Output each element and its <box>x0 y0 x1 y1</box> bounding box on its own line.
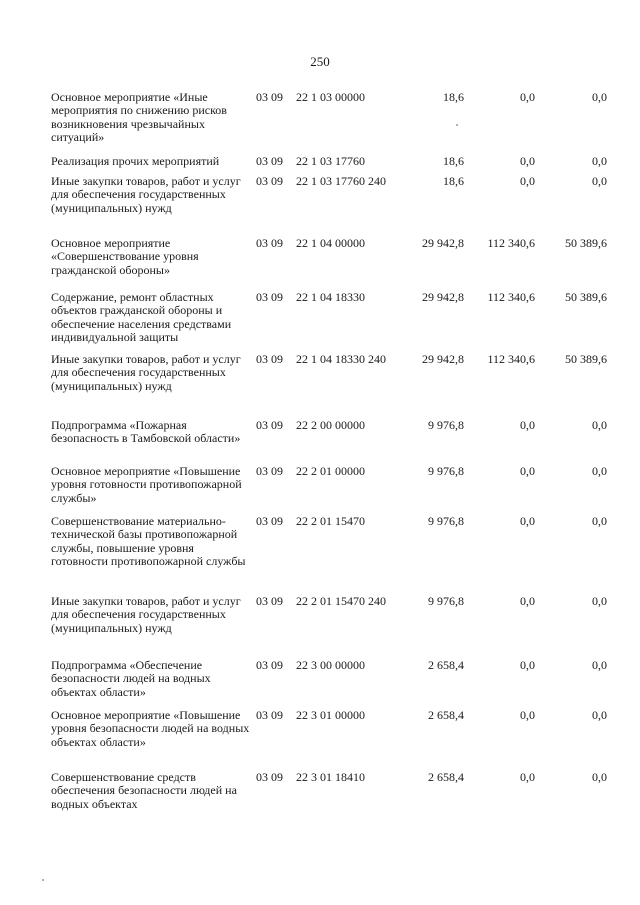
row-section: 03 09 <box>256 174 283 188</box>
table-row <box>0 465 640 513</box>
row-value-1: 29 942,8 <box>422 290 464 304</box>
row-code: 22 2 01 15470 240 <box>296 594 386 608</box>
table-row <box>0 155 640 173</box>
row-value-1: 2 658,4 <box>428 770 464 784</box>
row-code: 22 1 03 00000 <box>296 90 365 104</box>
row-name: Иные закупки товаров, работ и услуг для обеспечения государственных (муниципальных) нужд <box>51 352 241 393</box>
row-value-1: 18,6 <box>443 154 464 168</box>
table-row <box>0 353 640 413</box>
row-value-2: 0,0 <box>520 418 535 432</box>
row-section: 03 09 <box>256 770 283 784</box>
row-value-2: 0,0 <box>520 514 535 528</box>
row-code: 22 3 01 00000 <box>296 708 365 722</box>
row-name: Реализация прочих мероприятий <box>51 154 220 168</box>
row-value-2: 112 340,6 <box>487 352 535 366</box>
row-value-1: 2 658,4 <box>428 708 464 722</box>
row-name: Основное мероприятие «Повышение уровня безопасности людей на водных объектах области» <box>51 708 250 749</box>
row-value-3: 0,0 <box>592 594 607 608</box>
row-code: 22 1 03 17760 240 <box>296 174 386 188</box>
row-section: 03 09 <box>256 708 283 722</box>
row-value-3: 0,0 <box>592 514 607 528</box>
row-code: 22 1 04 18330 <box>296 290 365 304</box>
page-number: 250 <box>310 54 330 69</box>
row-section: 03 09 <box>256 154 283 168</box>
row-name: Основное мероприятие «Совершенствование уровня гражданской обороны» <box>51 236 199 277</box>
table-row <box>0 291 640 351</box>
row-value-2: 0,0 <box>520 90 535 104</box>
row-name: Подпрограмма «Пожарная безопасность в Тамбовской области» <box>51 418 241 446</box>
row-code: 22 1 03 17760 <box>296 154 365 168</box>
row-code: 22 1 04 00000 <box>296 236 365 250</box>
row-name: Содержание, ремонт областных объектов гражданской обороны и обеспечение населения средствами индивидуальной защиты <box>51 290 232 345</box>
row-value-1: 29 942,8 <box>422 352 464 366</box>
row-value-3: 0,0 <box>592 658 607 672</box>
row-section: 03 09 <box>256 418 283 432</box>
row-value-3: 50 389,6 <box>565 290 607 304</box>
row-code: 22 3 00 00000 <box>296 658 365 672</box>
row-code: 22 2 00 00000 <box>296 418 365 432</box>
table-row <box>0 515 640 591</box>
row-code: 22 2 01 15470 <box>296 514 365 528</box>
row-value-2: 0,0 <box>520 464 535 478</box>
table-row <box>0 419 640 463</box>
row-section: 03 09 <box>256 290 283 304</box>
row-value-1: 9 976,8 <box>428 514 464 528</box>
row-code: 22 2 01 00000 <box>296 464 365 478</box>
row-value-3: 0,0 <box>592 90 607 104</box>
row-name: Иные закупки товаров, работ и услуг для обеспечения государственных (муниципальных) нужд <box>51 174 241 215</box>
row-section: 03 09 <box>256 464 283 478</box>
row-name: Совершенствование материально-технической базы противопожарной службы, повышение уровня готовности противопожарной службы <box>51 514 246 569</box>
row-section: 03 09 <box>256 352 283 366</box>
table-row <box>0 771 640 831</box>
row-section: 03 09 <box>256 594 283 608</box>
row-section: 03 09 <box>256 236 283 250</box>
row-value-2: 0,0 <box>520 770 535 784</box>
table-row <box>0 175 640 235</box>
table-row <box>0 659 640 707</box>
row-code: 22 3 01 18410 <box>296 770 365 784</box>
row-value-2: 112 340,6 <box>487 236 535 250</box>
row-value-3: 0,0 <box>592 464 607 478</box>
row-value-3: 0,0 <box>592 770 607 784</box>
row-value-1: 18,6 <box>443 90 464 104</box>
scan-speck <box>42 879 44 881</box>
row-name: Подпрограмма «Обеспечение безопасности людей на водных объектах области» <box>51 658 211 699</box>
row-value-3: 0,0 <box>592 418 607 432</box>
row-value-2: 0,0 <box>520 708 535 722</box>
row-value-1: 18,6 <box>443 174 464 188</box>
row-section: 03 09 <box>256 514 283 528</box>
row-name: Основное мероприятие «Повышение уровня готовности противопожарной службы» <box>51 464 242 505</box>
row-name: Иные закупки товаров, работ и услуг для обеспечения государственных (муниципальных) нужд <box>51 594 241 635</box>
row-value-3: 0,0 <box>592 174 607 188</box>
row-name: Совершенствование средств обеспечения безопасности людей на водных объектах <box>51 770 237 811</box>
row-value-2: 0,0 <box>520 594 535 608</box>
row-value-3: 0,0 <box>592 154 607 168</box>
row-value-1: 2 658,4 <box>428 658 464 672</box>
row-section: 03 09 <box>256 90 283 104</box>
row-value-1: 29 942,8 <box>422 236 464 250</box>
row-name: Основное мероприятие «Иные мероприятия по снижению рисков возникновения чрезвычайных ситуаций» <box>51 90 227 145</box>
table-row <box>0 595 640 655</box>
table-row <box>0 709 640 769</box>
row-code: 22 1 04 18330 240 <box>296 352 386 366</box>
row-value-1: 9 976,8 <box>428 418 464 432</box>
row-section: 03 09 <box>256 658 283 672</box>
row-value-2: 0,0 <box>520 174 535 188</box>
row-value-3: 50 389,6 <box>565 236 607 250</box>
table-row <box>0 91 640 151</box>
row-value-2: 0,0 <box>520 154 535 168</box>
table-row <box>0 237 640 287</box>
row-value-2: 0,0 <box>520 658 535 672</box>
row-value-3: 0,0 <box>592 708 607 722</box>
row-value-2: 112 340,6 <box>487 290 535 304</box>
row-value-1: 9 976,8 <box>428 464 464 478</box>
row-value-3: 50 389,6 <box>565 352 607 366</box>
row-value-1: 9 976,8 <box>428 594 464 608</box>
scan-speck <box>456 124 458 126</box>
